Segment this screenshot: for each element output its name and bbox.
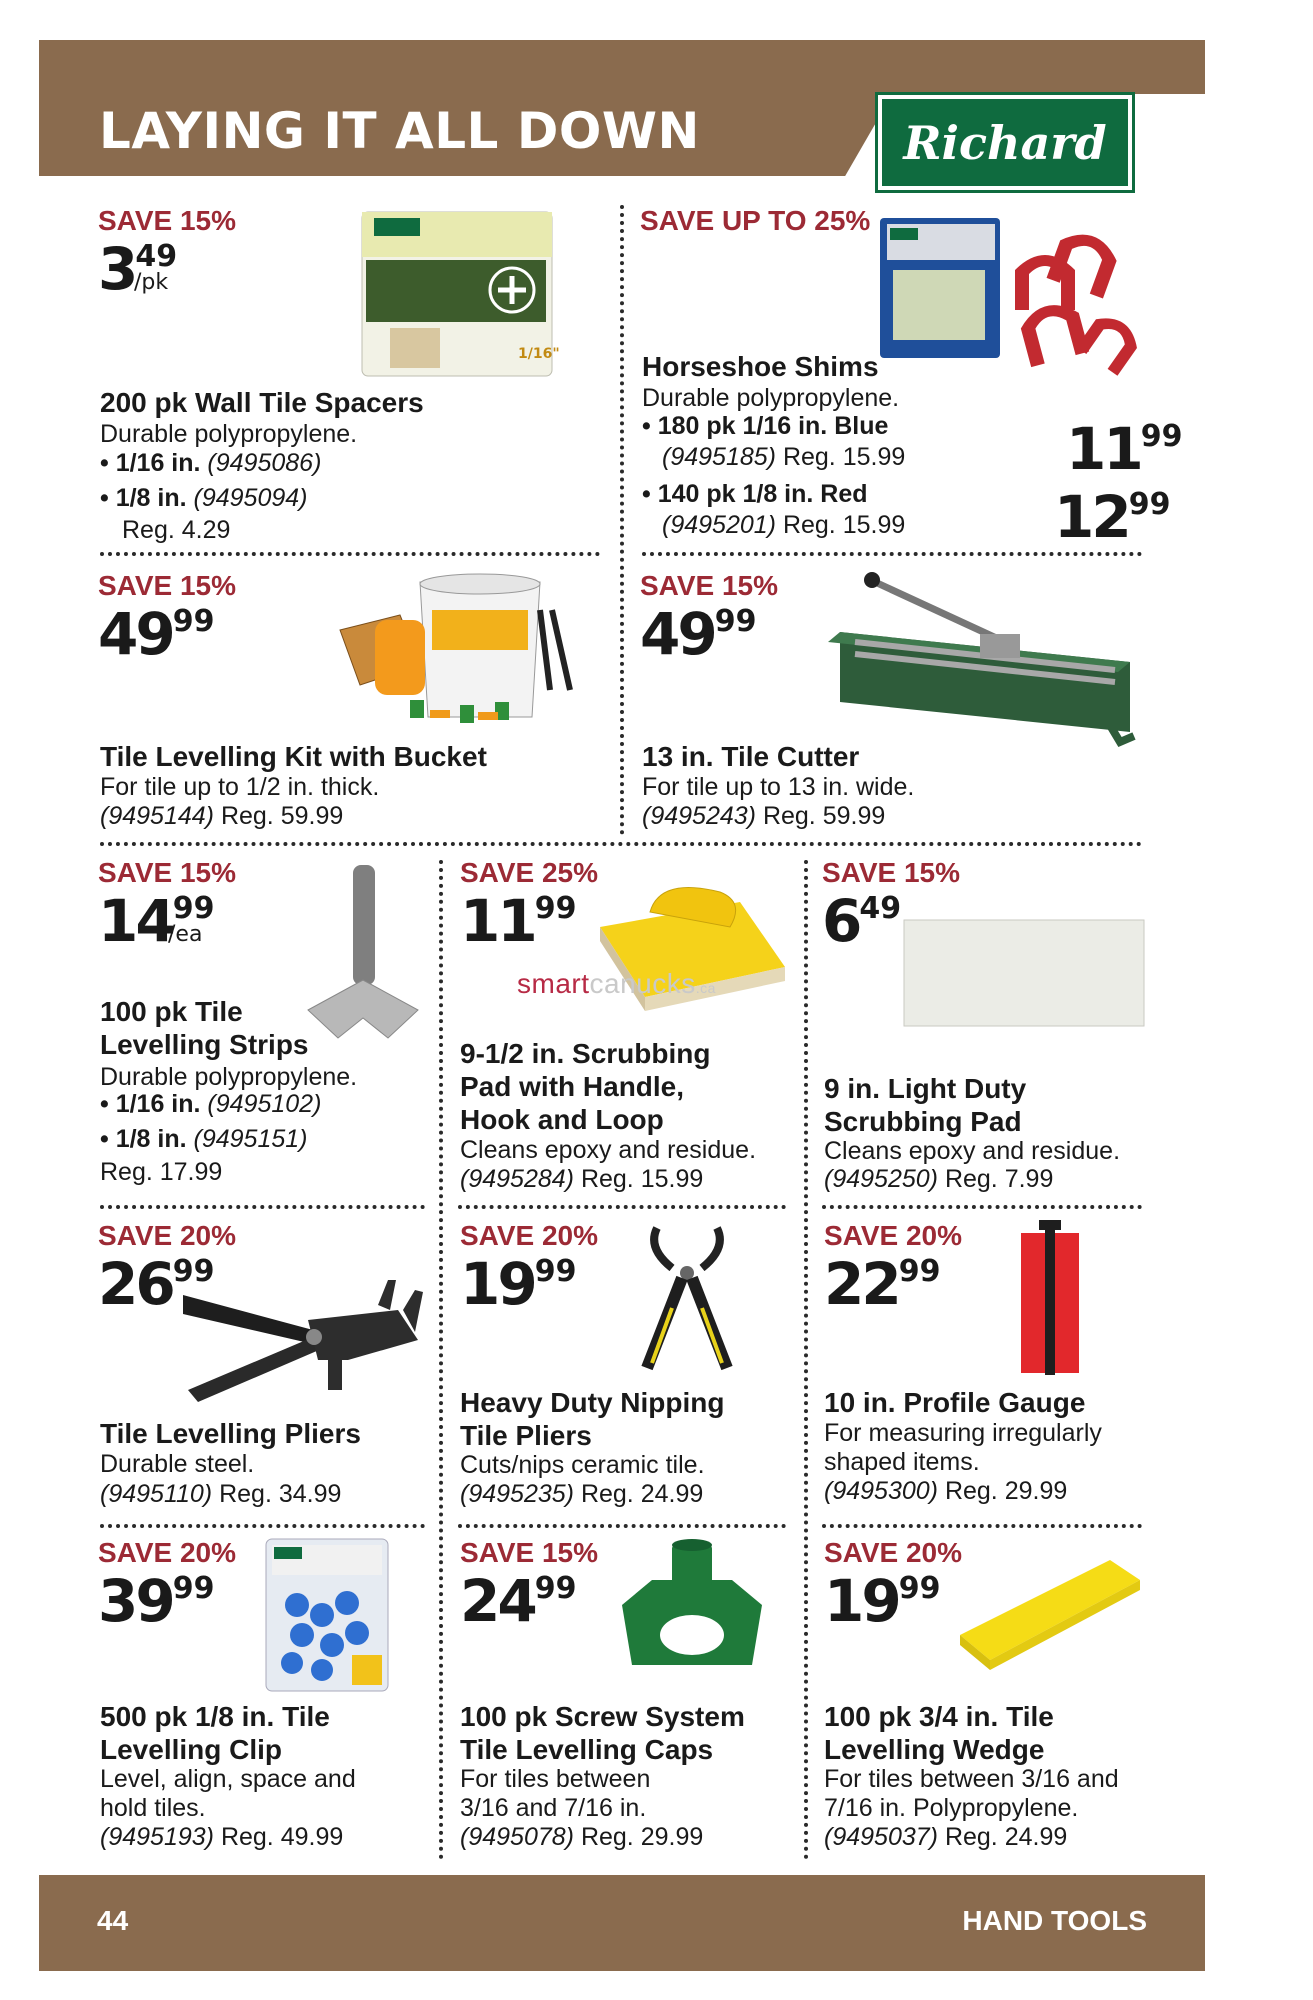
product-desc: 7/16 in. Polypropylene. [824, 1794, 1079, 1822]
save-label: SAVE 20% [98, 1220, 236, 1251]
product-name: 9 in. Light Duty [824, 1073, 1027, 1104]
price: 2699 [98, 1250, 215, 1318]
option-line: • 1/16 in. (9495086) [100, 449, 322, 477]
product-name: 100 pk 3/4 in. Tile [824, 1701, 1054, 1732]
product-desc: For measuring irregularly [824, 1419, 1102, 1447]
product-name: 100 pk Screw System [460, 1701, 745, 1732]
divider [822, 1524, 1142, 1528]
sku-line: (9495193) Reg. 49.99 [100, 1823, 344, 1851]
product-desc: 3/16 and 7/16 in. [460, 1794, 647, 1822]
price: 1199 [460, 887, 577, 955]
section-title: HAND TOOLS [962, 1905, 1147, 1936]
save-label: SAVE 20% [460, 1220, 598, 1251]
product-name: 100 pk Tile [100, 996, 243, 1027]
product-desc: For tile up to 13 in. wide. [642, 773, 915, 801]
tile-cutter-image [830, 572, 1150, 752]
save-label: SAVE 20% [824, 1537, 962, 1568]
levelling-clips-bag-image [262, 1535, 392, 1695]
product-name: Hook and Loop [460, 1104, 664, 1135]
product-name: Scrubbing Pad [824, 1106, 1022, 1137]
divider [804, 860, 808, 1860]
save-label: SAVE 20% [98, 1537, 236, 1568]
divider [620, 205, 624, 835]
divider [822, 1205, 1142, 1209]
save-label: SAVE 15% [822, 857, 960, 888]
product-name: Tile Levelling Pliers [100, 1418, 361, 1449]
watermark: smartcanucks.ca [517, 968, 716, 999]
product-name: Levelling Clip [100, 1734, 283, 1765]
sku-line: (9495078) Reg. 29.99 [460, 1823, 704, 1851]
divider [439, 860, 443, 1860]
product-name: Levelling Strips [100, 1029, 309, 1060]
product-desc: Durable polypropylene. [100, 1063, 358, 1091]
option-line: • 1/16 in. (9495102) [100, 1090, 322, 1118]
save-label: SAVE 15% [98, 857, 236, 888]
product-desc: For tile up to 1/2 in. thick. [100, 773, 380, 801]
product-name: 9-1/2 in. Scrubbing [460, 1038, 711, 1069]
divider [100, 1205, 425, 1209]
product-desc: Cuts/nips ceramic tile. [460, 1451, 705, 1479]
price: 1999 [824, 1567, 941, 1635]
sku-line: (9495300) Reg. 29.99 [824, 1477, 1068, 1505]
option-price: 1299 [1054, 483, 1171, 551]
tile-spacers-package-image [360, 210, 560, 380]
price: 4999 [640, 600, 757, 668]
save-label: SAVE 15% [640, 570, 778, 601]
product-name: Tile Levelling Caps [460, 1734, 714, 1765]
option-price: 1199 [1066, 415, 1183, 483]
product-name: 10 in. Profile Gauge [824, 1387, 1086, 1418]
page-number: 44 [97, 1905, 129, 1936]
profile-gauge-image [1015, 1218, 1085, 1378]
option-line: • 140 pk 1/8 in. Red [642, 480, 868, 508]
price: 1499 /ea [98, 887, 215, 955]
product-name: Levelling Wedge [824, 1734, 1045, 1765]
regular-price: Reg. 4.29 [122, 516, 231, 544]
page-title: LAYING IT ALL DOWN [99, 102, 700, 160]
product-desc: Level, align, space and [100, 1765, 356, 1793]
save-label: SAVE 15% [98, 570, 236, 601]
divider [458, 1524, 786, 1528]
save-label: SAVE 15% [460, 1537, 598, 1568]
levelling-strip-image [298, 860, 428, 1040]
product-desc: shaped items. [824, 1448, 980, 1476]
divider [100, 1524, 425, 1528]
price: 2499 [460, 1567, 577, 1635]
divider [100, 552, 600, 556]
regular-price: Reg. 17.99 [100, 1158, 223, 1186]
levelling-pliers-image [178, 1275, 428, 1400]
price: 2299 [824, 1250, 941, 1318]
sku-line: (9495284) Reg. 15.99 [460, 1165, 704, 1193]
product-desc: hold tiles. [100, 1794, 206, 1822]
product-name: Heavy Duty Nipping [460, 1387, 725, 1418]
richard-brand-logo: Richard [878, 95, 1132, 190]
product-desc: Cleans epoxy and residue. [460, 1136, 757, 1164]
save-label: SAVE 20% [824, 1220, 962, 1251]
levelling-kit-bucket-image [320, 570, 595, 740]
sku-line: (9495037) Reg. 24.99 [824, 1823, 1068, 1851]
save-label: SAVE 15% [98, 205, 236, 236]
save-label: SAVE UP TO 25% [640, 205, 871, 236]
sku-line: (9495144) Reg. 59.99 [100, 802, 344, 830]
sku-line: (9495250) Reg. 7.99 [824, 1165, 1054, 1193]
product-name: Tile Levelling Kit with Bucket [100, 741, 487, 772]
product-name: 200 pk Wall Tile Spacers [100, 387, 424, 418]
sku-line: (9495235) Reg. 24.99 [460, 1480, 704, 1508]
option-line: • 180 pk 1/16 in. Blue [642, 412, 889, 440]
option-line: • 1/8 in. (9495151) [100, 1125, 308, 1153]
divider [642, 552, 1142, 556]
divider [100, 842, 1142, 846]
price: 649 [822, 887, 902, 955]
svg-text:1/16": 1/16" [518, 346, 560, 362]
product-desc: For tiles between 3/16 and [824, 1765, 1119, 1793]
page-footer [39, 1875, 1205, 1971]
price: 3999 [98, 1567, 215, 1635]
product-name: Tile Pliers [460, 1420, 592, 1451]
save-label: SAVE 25% [460, 857, 598, 888]
sku-line: (9495243) Reg. 59.99 [642, 802, 886, 830]
option-sku-line: (9495185) Reg. 15.99 [662, 443, 906, 471]
levelling-wedge-image [955, 1555, 1145, 1675]
product-desc: Durable polypropylene. [642, 384, 900, 412]
horseshoe-shims-image [875, 210, 1150, 410]
light-scrubbing-pad-image [902, 918, 1146, 1028]
product-name: Horseshoe Shims [642, 351, 879, 382]
product-name: Pad with Handle, [460, 1071, 685, 1102]
option-sku-line: (9495201) Reg. 15.99 [662, 511, 906, 539]
product-desc: Durable steel. [100, 1450, 255, 1478]
price: 1999 [460, 1250, 577, 1318]
nipping-pliers-image [622, 1218, 752, 1378]
product-desc: For tiles between [460, 1765, 651, 1793]
price: 4999 [98, 600, 215, 668]
product-name: 13 in. Tile Cutter [642, 741, 860, 772]
product-name: 500 pk 1/8 in. Tile [100, 1701, 330, 1732]
option-line: • 1/8 in. (9495094) [100, 484, 308, 512]
levelling-cap-image [612, 1535, 772, 1685]
sku-line: (9495110) Reg. 34.99 [100, 1480, 342, 1508]
product-desc: Durable polypropylene. [100, 420, 358, 448]
divider [458, 1205, 786, 1209]
price: 349 /pk [98, 235, 178, 303]
product-desc: Cleans epoxy and residue. [824, 1137, 1121, 1165]
